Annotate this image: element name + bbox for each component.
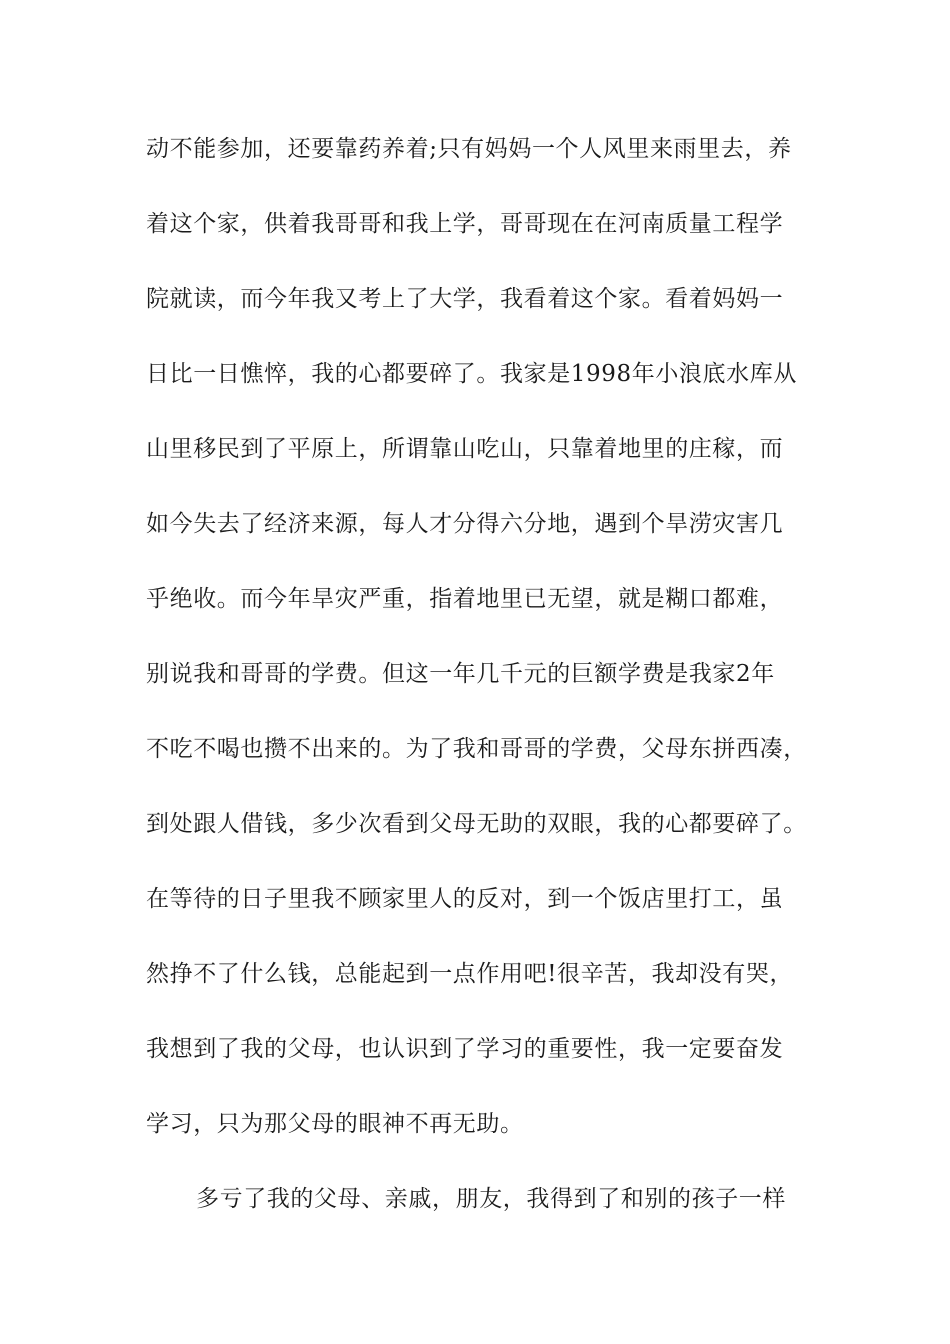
text-line: 山里移民到了平原上，所谓靠山吃山，只靠着地里的庄稼，而 (146, 436, 784, 462)
text-line: 动不能参加，还要靠药养着;只有妈妈一个人风里来雨里去，养 (146, 136, 792, 162)
text-line: 院就读，而今年我又考上了大学，我看着这个家。看着妈妈一 (146, 286, 784, 312)
text-line: 日比一日憔悴，我的心都要碎了。我家是1998年小浪底水库从 (146, 361, 797, 387)
text-line: 学习，只为那父母的眼神不再无助。 (146, 1111, 524, 1137)
text-line: 在等待的日子里我不顾家里人的反对，到一个饭店里打工，虽 (146, 886, 784, 912)
text-line: 不吃不喝也攒不出来的。为了我和哥哥的学费，父母东拼西凑， (146, 736, 807, 762)
text-line: 我想到了我的父母，也认识到了学习的重要性，我一定要奋发 (146, 1036, 784, 1062)
text-line: 到处跟人借钱，多少次看到父母无助的双眼，我的心都要碎了。 (146, 811, 807, 837)
paragraph-first-line: 多亏了我的父母、亲戚，朋友，我得到了和别的孩子一样 (196, 1186, 786, 1212)
text-line: 乎绝收。而今年旱灾严重，指着地里已无望，就是糊口都难， (146, 586, 784, 612)
text-line: 别说我和哥哥的学费。但这一年几千元的巨额学费是我家2年 (146, 661, 775, 687)
text-line: 着这个家，供着我哥哥和我上学，哥哥现在在河南质量工程学 (146, 211, 784, 237)
text-line: 如今失去了经济来源，每人才分得六分地，遇到个旱涝灾害几 (146, 511, 784, 537)
text-line: 然挣不了什么钱，总能起到一点作用吧!很辛苦，我却没有哭， (146, 961, 794, 987)
body-text (146, 131, 826, 1219)
